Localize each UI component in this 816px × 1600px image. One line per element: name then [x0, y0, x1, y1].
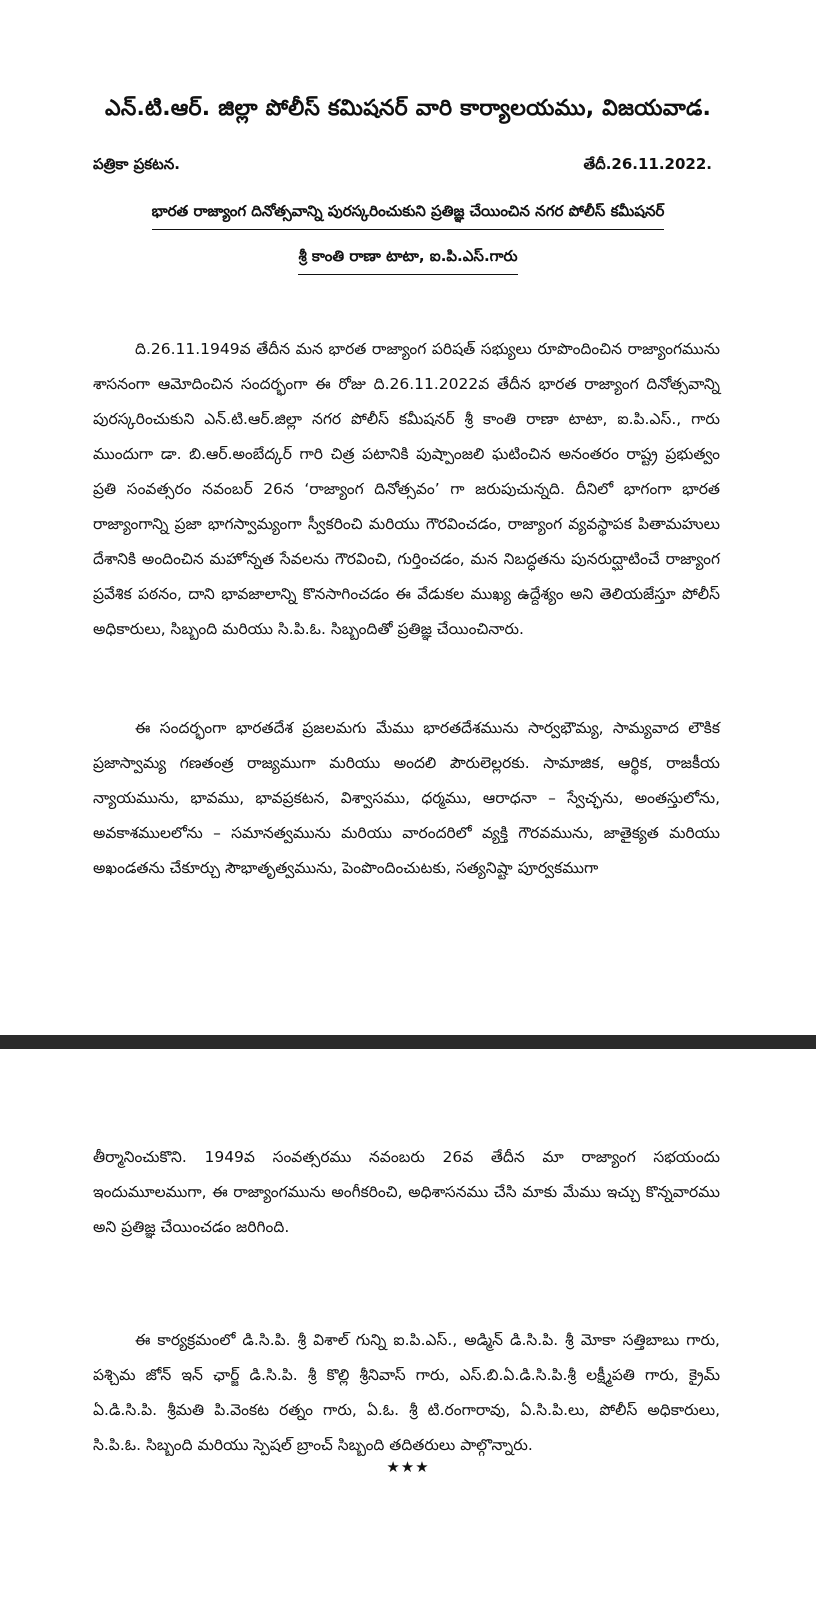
body-paragraph-1: ది.26.11.1949వ తేదీన మన భారత రాజ్యాంగ పరిషత్ సభ్యులు రూపొందించిన రాజ్యాంగమును శాసనంగా ఆమోదించిన సందర్భంగా ఈ రోజు ది.26.11.2022వ తేదీన భారత రాజ్యాంగ దినోత్సవాన్ని పురస్కరించుకుని ఎన్.టి.ఆర్.జిల్లా నగర పోలీస్ కమీషనర్ శ్రీ కాంతి రాణా టాటా, ఐ.పి.ఎస్., గారు ముందుగా డా. బి.ఆర్.అంబేద్కర్ గారి చిత్ర పటానికి పుష్పాంజలి ఘటించిన అనంతరం రాష్ట్ర ప్రభుత్వం ప్రతి సంవత్సరం నవంబర్ 26న ‘రాజ్యాంగ దినోత్సవం’ గా జరుపుచున్నది. దీనిలో భాగంగా భారత రాజ్యాంగాన్ని ప్రజా భాగస్వామ్యంగా స్వీకరించి మరియు గౌరవించడం, రాజ్యాంగ వ్యవస్థాపక పితామహులు దేశానికి అందించిన మహోన్నత సేవలను గౌరవించి, గుర్తించడం, మన నిబద్ధతను పునరుద్ఘాటించే రాజ్యాంగ ప్రవేశిక పఠనం, దాని భావజాలాన్ని కొనసాగించడం ఈ వేడుకల ముఖ్య ఉద్దేశ్యం అని తెలియజేస్తూ పోలీస్ అధికారులు, సిబ్బంది మరియు సి.పి.ఓ. సిబ్బందితో ప్రతిజ్ఞ చేయించినారు.: [93, 340, 720, 638]
body-paragraph-3: ఈ కార్యక్రమంలో డి.సి.పి. శ్రీ విశాల్ గున్ని ఐ.పి.ఎస్., అడ్మిన్ డి.సి.పి. శ్రీ మోకా సత్తిబాబు గారు, పశ్చిమ జోన్ ఇన్ ఛార్జ్ డి.సి.పి. శ్రీ కొల్లి శ్రీనివాస్ గారు, ఎస్.బి.ఏ.డి.సి.పి.శ్రీ లక్ష్మీపతి గారు, క్రైమ్ ఏ.డి.సి.పి. శ్రీమతి పి.వెంకట రత్నం గారు, ఏ.ఓ. శ్రీ టి.రంగారావు, ఏ.సి.పి.లు, పోలీస్ అధికారులు, సి.పి.ఓ. సిబ్బంది మరియు స్పెషల్ బ్రాంచ్ సిబ్బంది తదితరులు పాల్గొన్నారు.: [93, 1331, 720, 1454]
page-break-divider: [0, 1035, 816, 1049]
body-paragraph-2-continued: తీర్మానించుకొని. 1949వ సంవత్సరము నవంబరు 26వ తేదీన మా రాజ్యాంగ సభయందు ఇందుమూలముగా, ఈ రాజ్యాంగమును అంగీకరించి, అధిశాసనము చేసి మాకు మేము ఇచ్చు కొన్నవారము అని ప్రతిజ్ఞ చేయించడం జరిగింది.: [93, 1148, 720, 1236]
release-date: తేదీ.26.11.2022.: [583, 155, 712, 173]
end-mark: ★★★: [386, 1458, 430, 1476]
body-paragraph-2: ఈ సందర్భంగా భారతదేశ ప్రజలమగు మేము భారతదేశమును సార్వభౌమ్య, సామ్యవాద లౌకిక ప్రజాస్వామ్య గణతంత్ర రాజ్యముగా మరియు అందలి పౌరులెల్లరకు. సామాజిక, ఆర్థిక, రాజకీయ న్యాయమును, భావము, భావప్రకటన, విశ్వాసము, ధర్మము, ఆరాధనా – స్వేచ్ఛను, అంతస్తులోను, అవకాశములలోను – సమానత్వమును మరియు వారందరిలో వ్యక్తి గౌరవమును, జాతైక్యత మరియు అఖండతను చేకూర్చు సౌభాతృత్వమును, పెంపొందించుటకు, సత్యనిష్టా పూర్వకముగా: [93, 719, 720, 877]
subtitle-line-1: [0, 202, 816, 230]
office-title: ఎన్.టి.ఆర్. జిల్లా పోలీస్ కమిషనర్ వారి కార్యాలయము, విజయవాడ.: [104, 96, 712, 121]
subtitle-line-2-text: శ్రీ కాంతి రాణా టాటా, ఐ.పి.ఎస్.గారు: [298, 247, 517, 275]
press-release-label: పత్రికా ప్రకటన.: [93, 155, 180, 173]
subtitle-line-1-text: భారత రాజ్యాంగ దినోత్సవాన్ని పురస్కరించుకుని ప్రతిజ్ఞ చేయించిన నగర పోలీస్ కమీషనర్: [152, 202, 665, 230]
subtitle-line-2: [0, 247, 816, 275]
